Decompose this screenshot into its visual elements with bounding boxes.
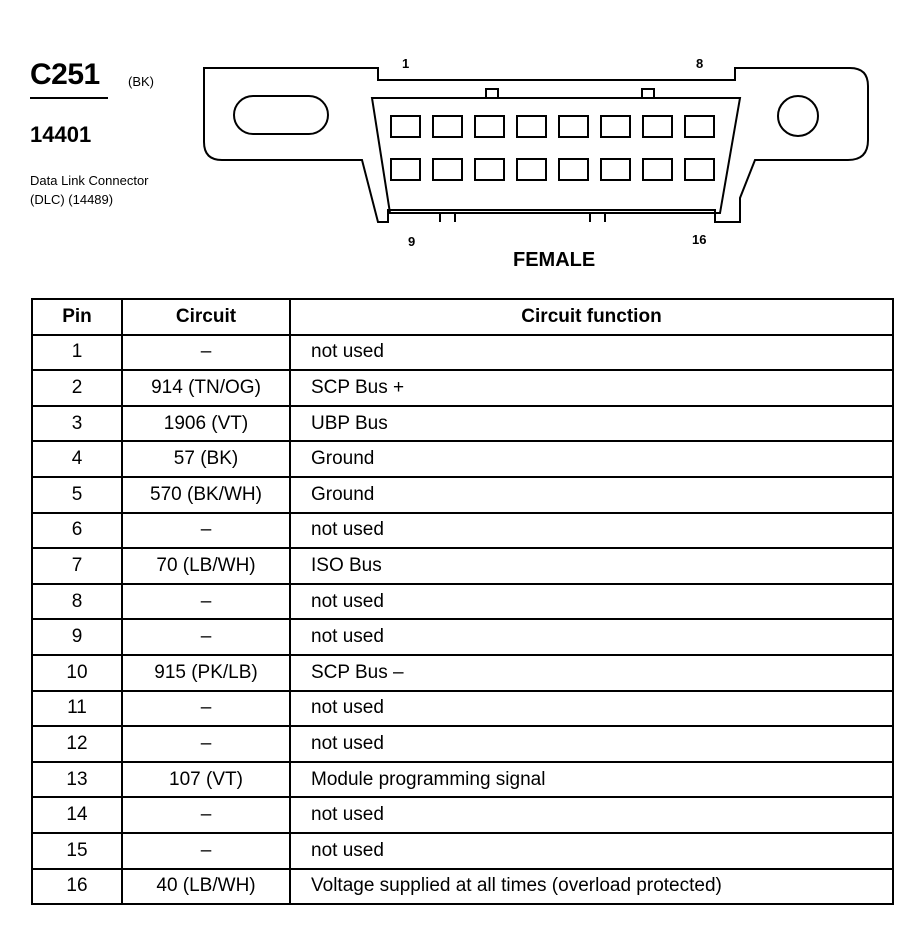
circuit-cell: – [122,619,290,655]
gender-label: FEMALE [513,249,596,271]
pin-cell: 13 [32,762,122,798]
function-cell: SCP Bus – [290,655,893,691]
circuit-cell: 1906 (VT) [122,406,290,442]
pin-label-1: 1 [402,56,410,71]
pin-socket [685,159,714,180]
pin-cell: 1 [32,335,122,371]
function-cell: Module programming signal [290,762,893,798]
function-cell: Ground [290,441,893,477]
circuit-cell: 914 (TN/OG) [122,370,290,406]
function-cell: not used [290,584,893,620]
table-row [32,335,893,371]
pin-table [31,298,894,905]
pin-cell: 8 [32,584,122,620]
table-row [32,869,893,905]
function-cell: not used [290,726,893,762]
table-row [32,833,893,869]
mounting-slot [234,96,328,134]
function-cell: Ground [290,477,893,513]
pin-cell: 3 [32,406,122,442]
table-row [32,797,893,833]
pin-cell: 11 [32,691,122,727]
circuit-cell: – [122,833,290,869]
mounting-hole [778,96,818,136]
pin-cell: 7 [32,548,122,584]
key-tab-right [642,89,654,98]
table-header-row [32,299,893,335]
pin-cell: 5 [32,477,122,513]
function-cell: UBP Bus [290,406,893,442]
circuit-cell: 107 (VT) [122,762,290,798]
pin-socket [433,116,462,137]
function-cell: not used [290,833,893,869]
connector-diagram [0,0,910,290]
pin-socket [517,159,546,180]
function-cell: not used [290,691,893,727]
pin-cell: 16 [32,869,122,905]
table-row [32,477,893,513]
function-cell: ISO Bus [290,548,893,584]
header-pin: Pin [32,299,122,335]
function-cell: Voltage supplied at all times (overload protected) [290,869,893,905]
circuit-cell: 915 (PK/LB) [122,655,290,691]
table-row [32,513,893,549]
table-row [32,584,893,620]
pin-cell: 15 [32,833,122,869]
circuit-cell: – [122,797,290,833]
pin-socket [643,116,672,137]
pin-socket [475,159,504,180]
function-cell: SCP Bus + [290,370,893,406]
circuit-cell: – [122,691,290,727]
circuit-cell: – [122,726,290,762]
pin-label-16: 16 [692,232,707,247]
pin-cell: 10 [32,655,122,691]
connector-description: Data Link Connector [30,173,149,188]
pin-label-8: 8 [696,56,704,71]
pin-cell: 14 [32,797,122,833]
function-cell: not used [290,619,893,655]
pin-socket [391,116,420,137]
pin-socket [517,116,546,137]
table-row [32,548,893,584]
table-row [32,370,893,406]
table-row [32,762,893,798]
pin-cell: 9 [32,619,122,655]
pin-socket [559,159,588,180]
key-tab-left [486,89,498,98]
connector-flange [204,68,868,222]
pin-label-9: 9 [408,234,416,249]
pin-socket [685,116,714,137]
pin-cell: 12 [32,726,122,762]
function-cell: not used [290,797,893,833]
table-row [32,406,893,442]
connector-description-code: (DLC) (14489) [30,192,114,207]
pin-socket [601,116,630,137]
circuit-cell: – [122,513,290,549]
function-cell: not used [290,513,893,549]
pin-socket [433,159,462,180]
connector-id: C251 [30,58,100,91]
part-number: 14401 [30,122,92,147]
table-row [32,441,893,477]
pin-socket [643,159,672,180]
circuit-cell: 40 (LB/WH) [122,869,290,905]
pin-socket [601,159,630,180]
table-row [32,691,893,727]
pin-socket [559,116,588,137]
function-cell: not used [290,335,893,371]
circuit-cell: 70 (LB/WH) [122,548,290,584]
pin-cell: 6 [32,513,122,549]
circuit-cell: – [122,584,290,620]
pin-cell: 4 [32,441,122,477]
table-row [32,619,893,655]
circuit-cell: 57 (BK) [122,441,290,477]
header-circuit: Circuit [122,299,290,335]
connector-color: (BK) [128,74,154,89]
pin-cell: 2 [32,370,122,406]
pin-socket [475,116,504,137]
header-circuit-function: Circuit function [290,299,893,335]
circuit-cell: 570 (BK/WH) [122,477,290,513]
table-row [32,726,893,762]
pin-socket [391,159,420,180]
table-row [32,655,893,691]
circuit-cell: – [122,335,290,371]
